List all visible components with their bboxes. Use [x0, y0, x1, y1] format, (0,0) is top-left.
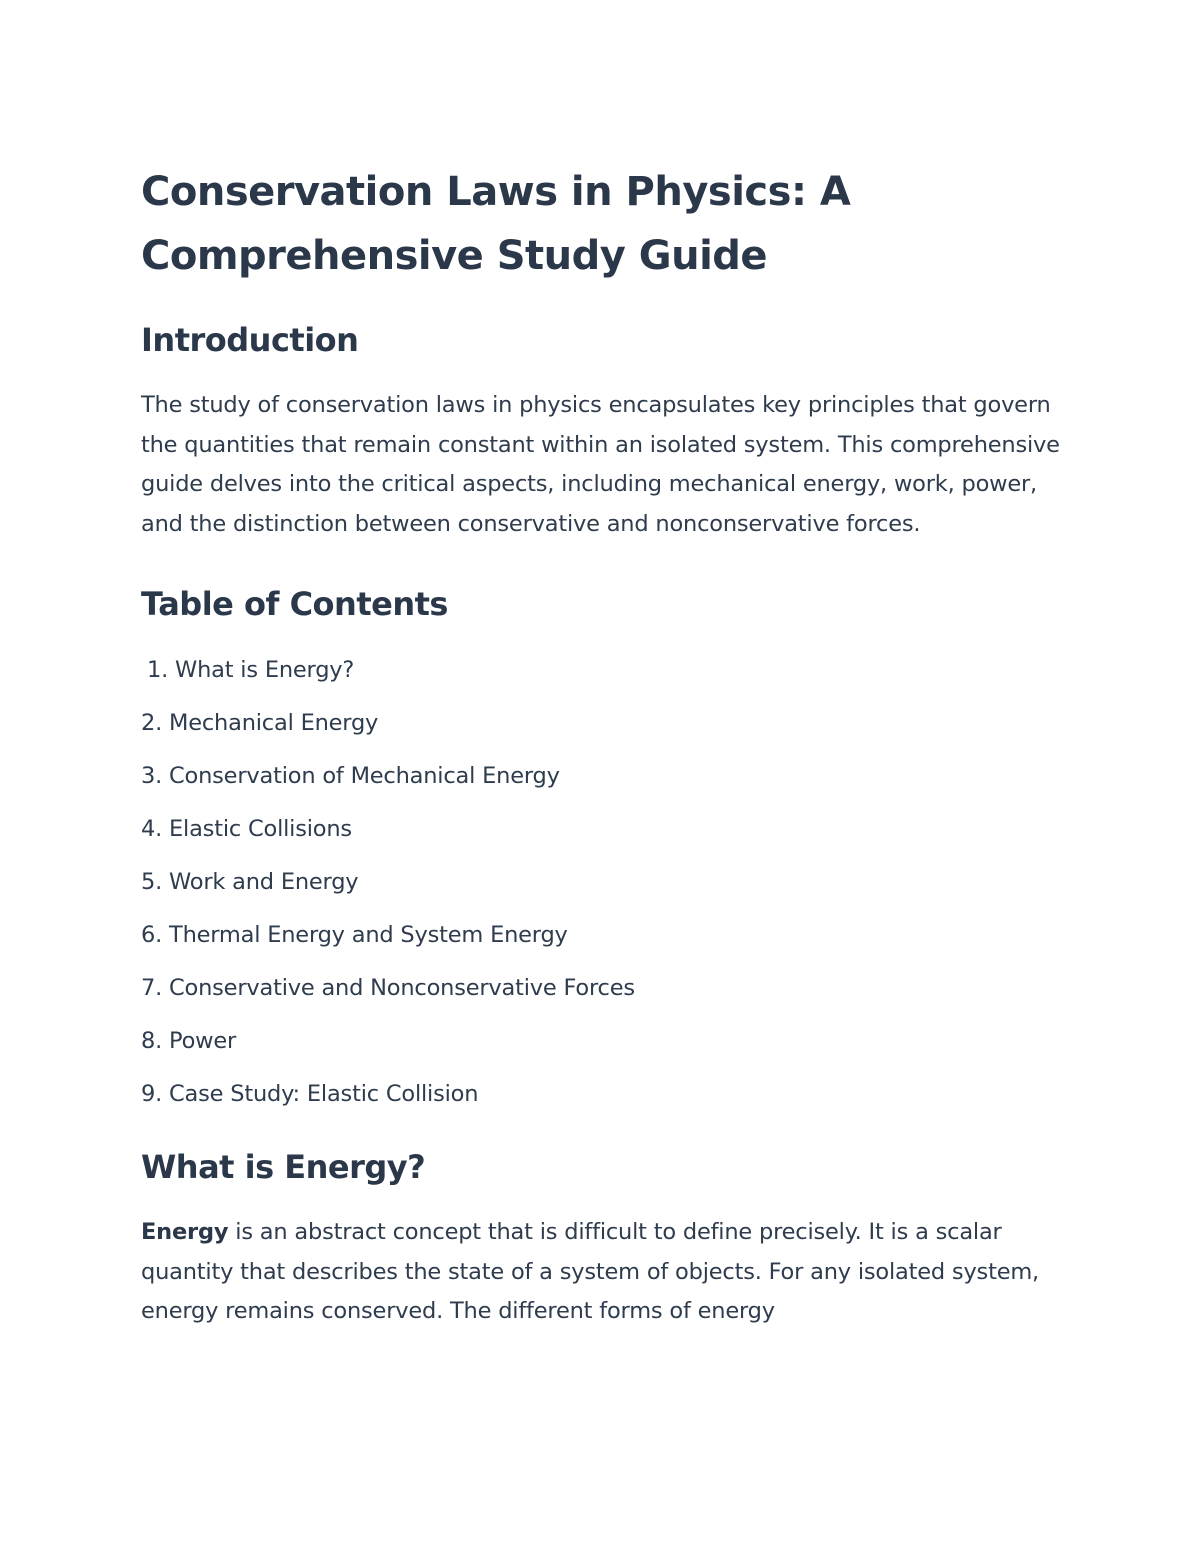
toc-item: 4. Elastic Collisions	[141, 816, 352, 842]
document-title: Conservation Laws in Physics: A Comprehensive Study Guide	[141, 169, 851, 279]
toc-item: 1. What is Energy?	[147, 657, 355, 683]
toc-item: 7. Conservative and Nonconservative Forces	[141, 975, 635, 1001]
table-of-contents-heading: Table of Contents	[141, 585, 448, 623]
what-is-energy-heading: What is Energy?	[141, 1148, 426, 1186]
what-is-energy-paragraph	[141, 1213, 1071, 1332]
toc-item: 3. Conservation of Mechanical Energy	[141, 763, 560, 789]
table-of-contents-list	[141, 644, 1071, 1121]
toc-item: 2. Mechanical Energy	[141, 710, 379, 736]
toc-item: 8. Power	[141, 1028, 237, 1054]
energy-paragraph-text: is an abstract concept that is difficult to define precisely. It is a scalar quantity that describes the state of a system of objects. For any isolated system, energy remains conserved. The different forms of energy	[141, 1219, 1040, 1324]
document-page	[141, 160, 1071, 1332]
toc-item: 5. Work and Energy	[141, 869, 359, 895]
toc-item: 9. Case Study: Elastic Collision	[141, 1081, 479, 1107]
toc-item: 6. Thermal Energy and System Energy	[141, 922, 568, 948]
energy-bold-term: Energy	[141, 1219, 229, 1245]
introduction-heading: Introduction	[141, 321, 359, 359]
introduction-paragraph: The study of conservation laws in physics encapsulates key principles that govern the quantities that remain constant within an isolated system. This comprehensive guide delves into the critical aspects, including mechanical energy, work, power, and the distinction between conservative and nonconservative forces.	[141, 392, 1060, 537]
